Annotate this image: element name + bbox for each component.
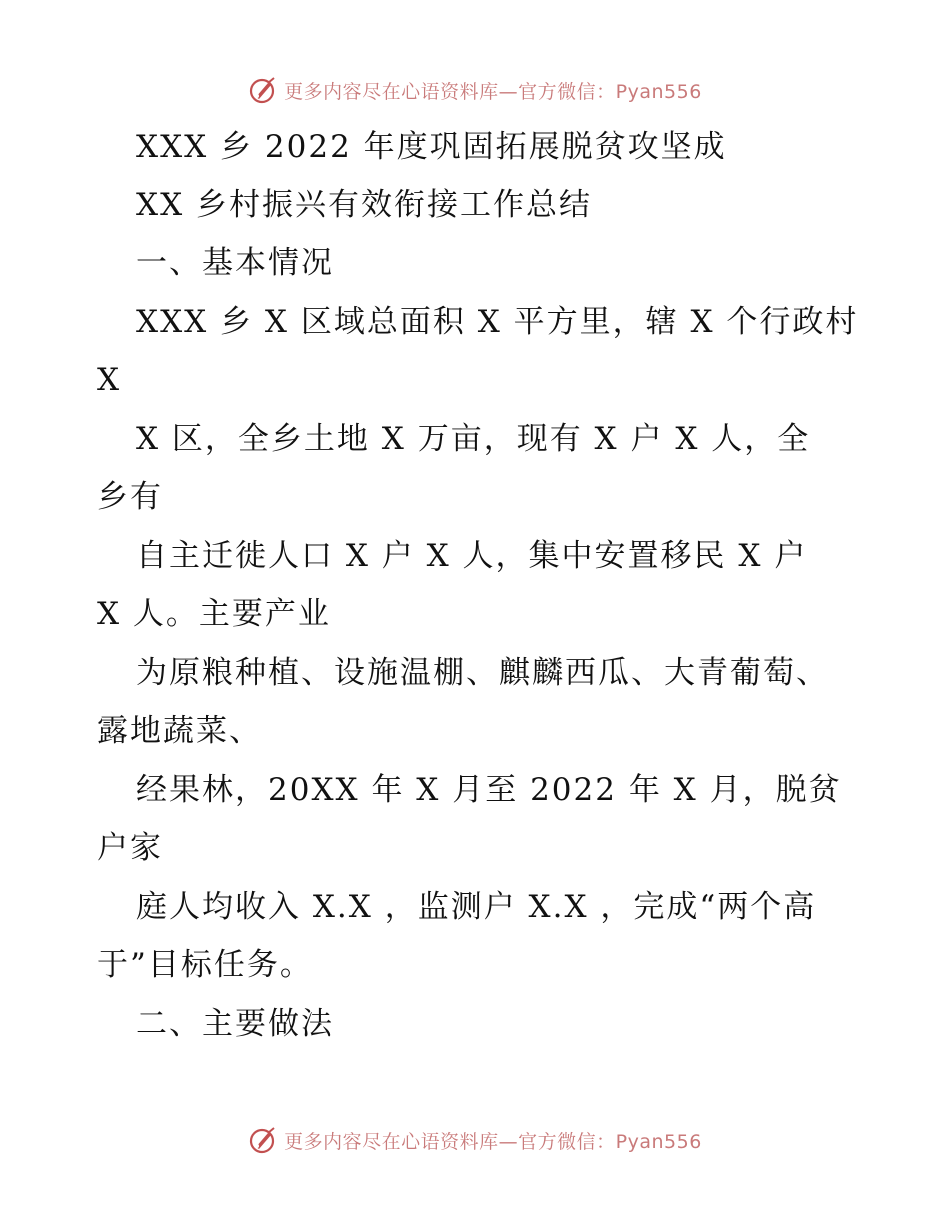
paragraph-line: 于”目标任务。 [97,947,313,983]
paragraph-line: 自主迁徙人口 X 户 X 人，集中安置移民 X 户 [136,538,808,574]
brush-logo-icon [248,1125,278,1155]
paragraph-line: 为原粮种植、设施温棚、麒麟西瓜、大青葡萄、 [136,655,829,691]
watermark-text: 更多内容尽在心语资料库—官方微信：Pyan556 [284,80,702,103]
paragraph-line: X 人。主要产业 [97,596,331,632]
title-line-1: XXX 乡 2022 年度巩固拓展脱贫攻坚成 [136,129,727,165]
paragraph-line: 乡有 [97,479,163,515]
title-line-2: XX 乡村振兴有效衔接工作总结 [136,187,592,223]
watermark-text: 更多内容尽在心语资料库—官方微信：Pyan556 [284,1130,702,1153]
paragraph-line: 户家 [97,830,163,866]
paragraph-line: XXX 乡 X 区域总面积 X 平方里，辖 X 个行政村 [136,304,859,340]
section-heading-basic: 一、基本情况 [136,245,334,281]
paragraph-line: 庭人均收入 X.X ，监测户 X.X ，完成“两个高 [136,889,817,925]
header-watermark [0,70,950,110]
footer-watermark [0,1120,950,1160]
paragraph-line: 经果林，20XX 年 X 月至 2022 年 X 月，脱贫 [136,772,842,808]
section-heading-methods: 二、主要做法 [136,1006,334,1042]
paragraph-line: 露地蔬菜、 [97,713,262,749]
brush-logo-icon [248,75,278,105]
paragraph-line: X [97,362,122,398]
paragraph-line: X 区，全乡土地 X 万亩，现有 X 户 X 人，全 [136,421,811,457]
